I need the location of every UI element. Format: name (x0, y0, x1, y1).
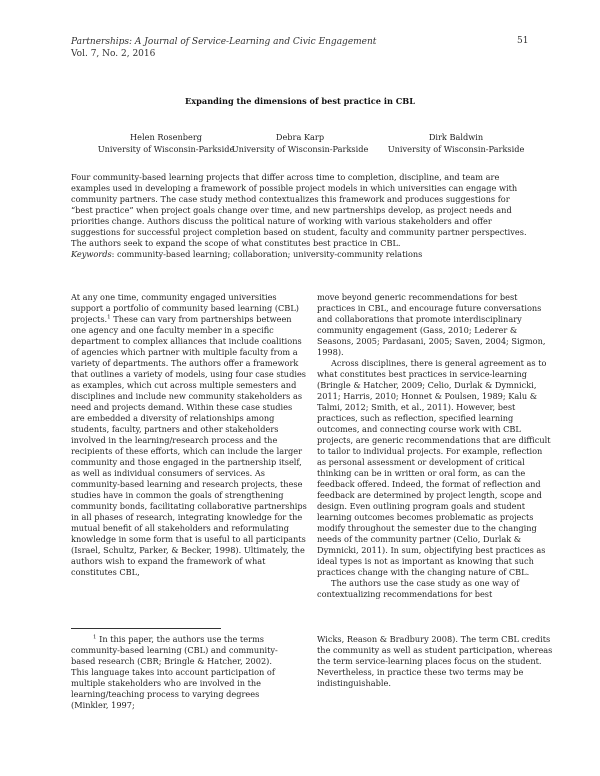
abstract-text: Four community-based learning projects that differ across time to completion, discipline, and team are examples used in developing a framework of possible project models in which universities can engage with community partners. The case study method contextualizes this framework and produces suggestions for “best practice” when project goals change over time, and new partnerships develop, as project needs and priorities change. Authors discuss the political nature of working with various stakeholders and offer suggestions for successful project completion based on student, faculty and community partner perspectives. The authors seek to expand the scope of what constitutes best practice in CBL. (71, 172, 527, 248)
keywords-text: : community-based learning; collaboration; university-community relations (111, 249, 423, 259)
author-2 (230, 131, 370, 155)
footnote-text (71, 634, 283, 711)
footnote-number: 1 (93, 634, 97, 641)
left-text-a: At any one time, community engaged universities support a portfolio of community based learning (CBL) projects. (71, 292, 299, 324)
journal-name: Partnerships: A Journal of Service-Learning and Civic Engagement (71, 37, 377, 47)
author-affiliation: University of Wisconsin-Parkside (387, 144, 525, 154)
right-paragraph-3: The authors use the case study as one way of contextualizing recommendations for best (317, 578, 520, 599)
volume-info: Vol. 7, No. 2, 2016 (71, 49, 156, 59)
running-header (71, 36, 376, 60)
author-name: Helen Rosenberg (130, 132, 202, 142)
footnote (71, 634, 283, 711)
footnote-divider (71, 628, 221, 629)
right-paragraph-4: Wicks, Reason & Bradbury 2008). The term CBL credits the community as well as student participation, whereas the term service-learning places focus on the student. Nevertheless, in practice these two terms may be indistinguishable. (317, 634, 553, 688)
left-column (71, 292, 307, 578)
right-paragraph-1: move beyond generic recommendations for best practices in CBL, and encourage future conversations and collaborations that promote interdisciplinary community engagement (Gass, 2010; Lederer & Seasons, 2005; Pardasani, 2005; Saven, 2004; Sigmon, 1998). (317, 292, 546, 357)
author-name: Debra Karp (275, 132, 325, 142)
author-affiliation: University of Wisconsin-Parkside (231, 144, 369, 154)
left-paragraph-1 (71, 292, 307, 578)
author-1 (96, 131, 236, 155)
keywords-label: Keywords (71, 249, 112, 259)
author-name: Dirk Baldwin (428, 132, 484, 142)
author-3 (380, 131, 532, 155)
right-paragraph-2: Across disciplines, there is general agreement as to what constitutes best practices in service-learning (Bringle & Hatcher, 2009; Celio, Durlak & Dymnicki, 2011; Harris, 2010; Honnet & Poulsen, 1989; Kalu & Talmi, 2012; Smith, et al., 2011). However, best practices, such as reflection, specified learning outcomes, and connecting course work with CBL projects, are generic recommendations that are difficult to tailor to individual projects. For example, reflection as personal assessment or development of critical thinking can be in written or oral form, as can the feedback offered. Indeed, the format of reflection and feedback are determined by project length, scope and design. Even outlining program goals and student learning outcomes becomes problematic as projects modify throughout the semester due to the changing needs of the community partner (Celio, Durlak & Dymnicki, 2011). In sum, objectifying best practices as ideal types is not as important as knowing that such practices change with the changing nature of CBL. (317, 358, 551, 577)
author-affiliation: University of Wisconsin-Parkside (97, 144, 235, 154)
article-title: Expanding the dimensions of best practice in CBL (185, 96, 415, 106)
page-number: 51 (517, 36, 529, 46)
right-column (317, 292, 553, 600)
footnote-body: In this paper, the authors use the terms community-based learning (CBL) and community-based research (CBR; Bringle & Hatcher, 2002). This language takes into account participation of multiple stakeholders who are involved in the learning/teaching process to varying degrees (Minkler, 1997; (71, 634, 278, 710)
right-column-continued (317, 634, 553, 689)
left-text-b: These can vary from partnerships between one agency and one faculty member in a specific department to complex alliances that include coalitions of agencies which partner with multiple faculty from a variety of departments. The authors offer a framework that outlines a variety of models, using four case studies as examples, which cut across multiple semesters and disciplines and include new community stakeholders as need and projects demand. Within these case studies are embedded a diversity of relationships among students, faculty, partners and other stakeholders involved in the learning/research process and the recipients of these efforts, which can include the larger community and those engaged in the partnership itself, as well as individual consumers of services. As community-based learning and research projects, these studies have in common the goals of strengthening community bonds, facilitating collaborative partnerships in all phases of research, integrating knowledge for the mutual benefit of all stakeholders and reformulating knowledge in some form that is useful to all participants (Israel, Schultz, Parker, & Becker, 1998). Ultimately, the authors wish to expand the framework of what constitutes CBL, (71, 314, 307, 577)
abstract (71, 172, 533, 260)
footnote-marker: 1 (107, 314, 111, 321)
keywords (71, 249, 533, 260)
